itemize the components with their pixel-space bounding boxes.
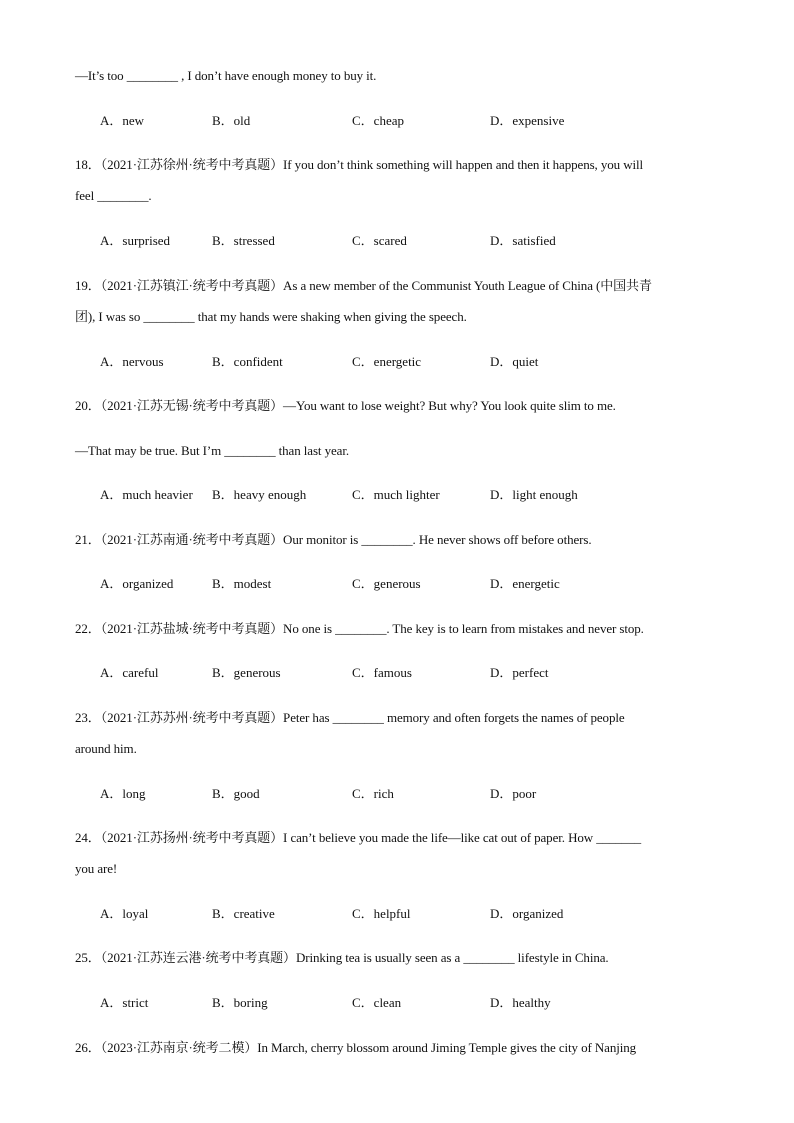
question-23-stem-line1: 23．（2021·江苏苏州·统考中考真题）Peter has ________ memory and often forgets the names of people <box>75 710 625 725</box>
question-25-stem: 25．（2021·江苏连云港·统考中考真题）Drinking tea is usually seen as a ________ lifestyle in China. <box>75 950 609 965</box>
question-22-option-d: D．perfect <box>490 665 549 680</box>
question-21-option-d: D．energetic <box>490 576 560 591</box>
question-24-stem-line2: you are! <box>75 861 118 876</box>
question-24-stem-line1: 24．（2021·江苏扬州·统考中考真题）I can’t believe you made the life—like cat out of paper. How _______ <box>75 830 641 845</box>
question-26-stem-line1: 26．（2023·江苏南京·统考二模）In March, cherry blossom around Jiming Temple gives the city of Nanjing <box>75 1040 637 1055</box>
question-23-stem-line2: around him. <box>75 741 137 756</box>
question-17-option-c: C．cheap <box>352 113 404 128</box>
question-25-option-c: C．clean <box>352 995 402 1010</box>
question-19-option-c: C．energetic <box>352 354 422 369</box>
question-24-option-a: A．loyal <box>100 906 149 921</box>
question-21-option-c: C．generous <box>352 576 421 591</box>
question-20-stem-line1: 20．（2021·江苏无锡·统考中考真题）—You want to lose weight? But why? You look quite slim to me. <box>75 398 616 413</box>
question-17-option-d: D．expensive <box>490 113 565 128</box>
question-17-stem: —It’s too ________ , I don’t have enough money to buy it. <box>75 68 377 83</box>
question-20-option-d: D．light enough <box>490 487 578 502</box>
question-23-option-b: B．good <box>212 786 260 801</box>
question-22-option-b: B．generous <box>212 665 281 680</box>
question-17-option-a: A．new <box>100 113 145 128</box>
question-25-option-b: B．boring <box>212 995 268 1010</box>
question-22-stem: 22．（2021·江苏盐城·统考中考真题）No one is ________. The key is to learn from mistakes and never stop. <box>75 621 644 636</box>
question-22-option-c: C．famous <box>352 665 412 680</box>
question-20-option-c: C．much lighter <box>352 487 440 502</box>
question-21-stem: 21．（2021·江苏南通·统考中考真题）Our monitor is ________. He never shows off before others. <box>75 532 592 547</box>
question-18-stem-line2: feel ________. <box>75 188 152 203</box>
question-24-option-d: D．organized <box>490 906 564 921</box>
question-22-option-a: A．careful <box>100 665 159 680</box>
question-18-option-b: B．stressed <box>212 233 275 248</box>
question-23-option-d: D．poor <box>490 786 537 801</box>
question-19-stem-line2: 团), I was so ________ that my hands were shaking when giving the speech. <box>75 309 467 324</box>
question-25-option-a: A．strict <box>100 995 149 1010</box>
question-17-option-b: B．old <box>212 113 251 128</box>
question-20-stem-line2: —That may be true. But I’m ________ than last year. <box>75 443 349 458</box>
question-23-option-c: C．rich <box>352 786 394 801</box>
question-24-option-b: B．creative <box>212 906 275 921</box>
question-19-option-b: B．confident <box>212 354 283 369</box>
question-18-option-d: D．satisfied <box>490 233 556 248</box>
question-18-option-c: C．scared <box>352 233 407 248</box>
question-23-option-a: A．long <box>100 786 146 801</box>
question-19-stem-line1: 19．（2021·江苏镇江·统考中考真题）As a new member of the Communist Youth League of China (中国共青 <box>75 278 652 293</box>
question-21-option-a: A．organized <box>100 576 174 591</box>
question-20-option-a: A．much heavier <box>100 487 193 502</box>
question-21-option-b: B．modest <box>212 576 272 591</box>
question-19-option-d: D．quiet <box>490 354 539 369</box>
question-20-option-b: B．heavy enough <box>212 487 307 502</box>
question-19-option-a: A．nervous <box>100 354 164 369</box>
question-25-option-d: D．healthy <box>490 995 551 1010</box>
question-24-option-c: C．helpful <box>352 906 411 921</box>
question-18-stem-line1: 18．（2021·江苏徐州·统考中考真题）If you don’t think something will happen and then it happens, you will <box>75 157 644 172</box>
question-18-option-a: A．surprised <box>100 233 171 248</box>
